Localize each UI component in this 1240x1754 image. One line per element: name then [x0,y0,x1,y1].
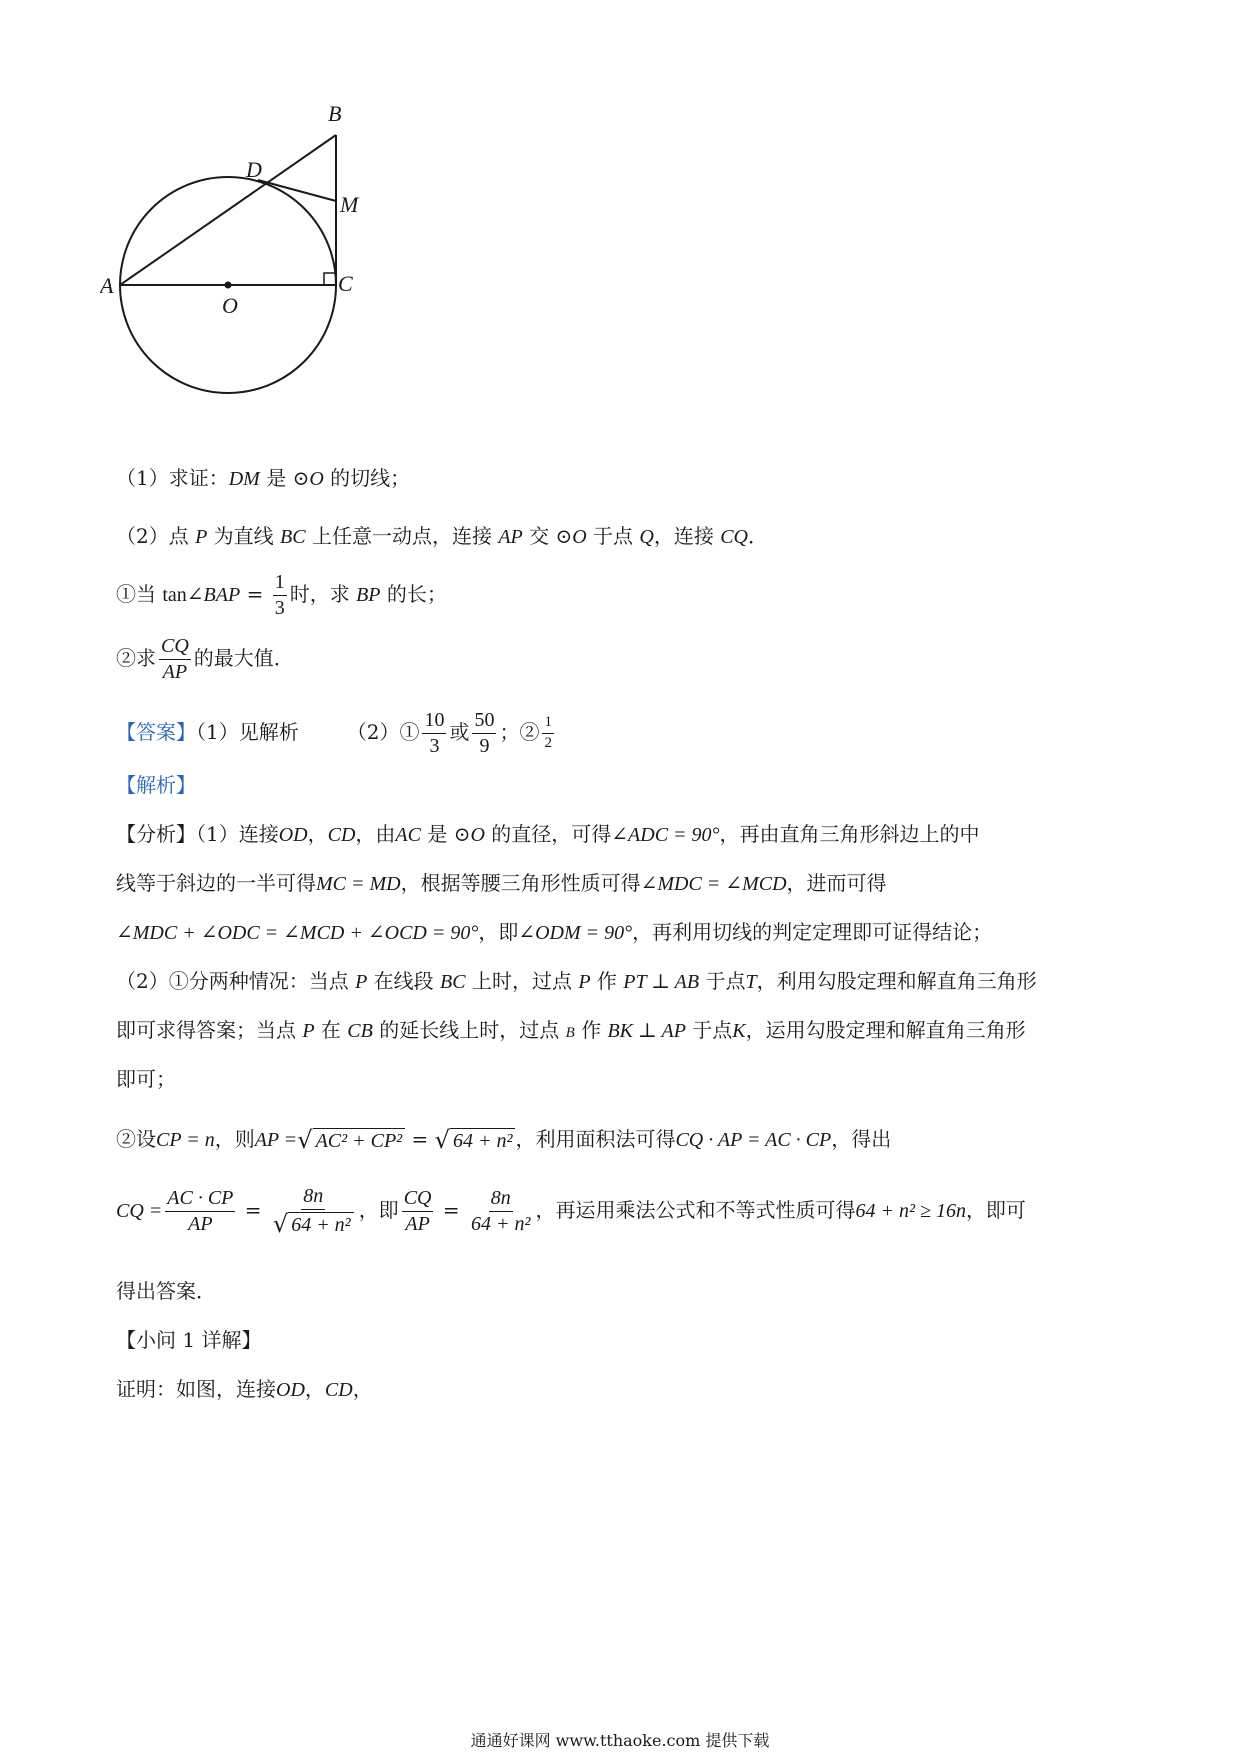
analysis-line-5 [116,1020,1026,1041]
label-a: A [100,273,114,298]
q1-dm: DM [228,468,260,490]
fraction-denominator: 2 [544,735,552,751]
analysis-text: ，得出 [831,1127,892,1151]
fraction-denominator: AP [162,661,188,683]
proof-cd: CD [324,1379,353,1401]
analysis-circle-symbol: ⊙ [453,822,471,846]
analysis-text: 【分析】（1）连接 [116,822,279,846]
analysis-fraction-3 [402,1188,434,1235]
answer-fraction-2 [472,710,496,757]
analysis-ap-eq: AP = [254,1129,298,1151]
analysis-p: P [355,971,368,993]
q2-q: Q [639,526,654,548]
analysis-cq-lhs: CQ = [116,1200,163,1222]
analysis-angle-odm: ∠ODM = 90° [518,922,633,944]
answer-or: 或 [449,720,470,744]
analysis-tag: 【解析】 [116,773,196,797]
sqrt-argument: 64 + n² [450,1128,516,1153]
q2-p: P [195,526,208,548]
analysis-line-7 [116,1128,891,1153]
analysis-p: P [302,1020,315,1042]
q1-text: 是 [259,466,293,490]
sqrt-2: √ 64 + n² [435,1128,516,1153]
analysis-text: ②设 [116,1127,156,1151]
q2-text: ． [748,524,769,548]
analysis-text: 线等于斜边的一半可得 [116,871,316,895]
q2-text: （2）点 [116,524,196,548]
q1-text: 的切线； [323,466,411,490]
analysis-bk-ap: BK ⊥ AP [607,1020,686,1042]
analysis-pt-ab: PT ⊥ AB [623,971,700,993]
q1-text: （1）求证： [116,466,229,490]
fraction-numerator: CQ [159,636,191,660]
analysis-angle-eq: ∠MDC = ∠MCD [640,873,787,895]
analysis-text: ，进而可得 [786,871,887,895]
fraction-denominator: 64 + n² [470,1213,531,1235]
analysis-k: K [732,1020,746,1042]
analysis-text: 作 [574,1018,608,1042]
analysis-text: 即可求得答案；当点 [116,1018,303,1042]
part1-detail-tag: 【小问 1 详解】 [116,1328,262,1352]
sqrt-argument: 64 + n² [288,1212,354,1237]
fraction-numerator: AC · CP [165,1188,235,1212]
right-angle-mark [324,273,336,285]
sub1-tan: tan [162,584,187,606]
analysis-text: 在 [314,1018,348,1042]
analysis-eq: = [405,1127,435,1151]
analysis-angle-sum: ∠MDC + ∠ODC = ∠MCD + ∠OCD = 90° [116,922,479,944]
analysis-text: 作 [590,969,624,993]
fraction-denominator: 3 [429,735,440,757]
fraction-numerator: 8n [301,1186,325,1210]
answer-fraction-3 [542,715,554,752]
analysis-o: O [470,824,485,846]
answer-part-1: （1）见解析 [196,720,299,744]
fraction-denominator: 3 [274,597,285,619]
analysis-text: ，则 [214,1127,255,1151]
sub1-bp: BP [356,584,381,606]
label-o: O [222,293,238,318]
question-part-2 [116,526,768,547]
analysis-mc-md: MC = MD [316,873,401,895]
proof-text: 证明：如图，连接 [116,1377,276,1401]
analysis-cd: CD [327,824,356,846]
analysis-fraction-4 [469,1188,533,1235]
label-d: D [246,157,262,182]
q1-circle-symbol: ⊙ [292,466,310,490]
answer-part-2: （2）① [346,720,420,744]
sub1-text: ①当 [116,582,163,606]
analysis-text: ， [307,822,328,846]
q2-ap: AP [498,526,523,548]
fraction-numerator: 1 [273,572,287,596]
fraction-numerator: 10 [422,710,446,734]
analysis-text: ，利用勾股定理和解直角三角形 [756,969,1037,993]
analysis-text: ，根据等腰三角形性质可得 [400,871,641,895]
answer-fraction-1 [422,710,446,757]
analysis-angle-adc: ∠ADC = 90° [611,824,720,846]
analysis-text: ，即 [478,920,519,944]
proof-od: OD [276,1379,305,1401]
analysis-text: ，即可 [965,1198,1026,1222]
proof-line [116,1379,373,1400]
analysis-bc: BC [440,971,466,993]
analysis-area-eq: CQ · AP = AC · CP [675,1129,832,1151]
analysis-line-1 [116,824,980,845]
fraction-numerator: 50 [472,710,496,734]
q2-cq: CQ [720,526,749,548]
analysis-cb: CB [347,1020,373,1042]
analysis-od: OD [278,824,308,846]
analysis-ac: AC [395,824,421,846]
analysis-text: 于点 [685,1018,733,1042]
fraction-denominator: AP [188,1213,213,1235]
q2-circle-symbol: ⊙ [555,524,573,548]
analysis-text: ，运用勾股定理和解直角三角形 [745,1018,1026,1042]
sub2-text: ②求 [116,646,156,670]
analysis-line-6: 即可； [116,1067,176,1091]
analysis-t: T [745,971,757,993]
analysis-text: 是 [420,822,454,846]
fraction-denominator: √ 64 + n² [271,1210,356,1237]
analysis-line-8: CQ = $\frac{AC \cdot CP}{AP}$ = 8n √ 64 + n² ，即 $\frac{CQ}{AP}$ = $\frac{8n}{\text{64 + n²}}$ ，再运用乘法公式和不等式性质可得64 + n² ≥ 16n，即可 [116,1185,1026,1238]
sqrt-argument: AC² + CP² [313,1128,406,1153]
sub2-fraction [159,636,191,683]
analysis-line-9: 得出答案． [116,1279,216,1303]
q2-text: ，连接 [653,524,721,548]
proof-text: ， [352,1377,373,1401]
center-point [225,282,232,289]
label-m: M [340,192,359,217]
question-part-1 [116,468,410,489]
fraction-numerator: CQ [402,1188,434,1212]
q2-text: 于点 [586,524,640,548]
q2-bc: BC [280,526,306,548]
sub2-text: 的最大值． [193,646,294,670]
sub1-fraction [273,572,287,619]
sub1-text: 的长； [380,582,447,606]
analysis-text: 的直径，可得 [484,822,612,846]
analysis-text: 上时，过点 [465,969,579,993]
analysis-fraction-2 [271,1186,356,1237]
analysis-text: ，再运用乘法公式和不等式性质可得 [535,1198,856,1222]
q1-o: O [309,468,324,490]
analysis-text: ，即 [358,1198,399,1222]
fraction-denominator: AP [405,1213,430,1235]
q2-o: O [572,526,587,548]
page-footer: 通通好课网 www.tthaoke.com 提供下载 [470,1731,770,1750]
answer-tag: 【答案】 [116,720,196,744]
q2-text: 交 [522,524,556,548]
sqrt-1: √ AC² + CP² [297,1128,405,1153]
analysis-inequality: 64 + n² ≥ 16n [855,1200,966,1222]
analysis-line-3 [116,922,992,943]
analysis-text: ，由 [355,822,396,846]
fraction-numerator: 8n [489,1188,513,1212]
geometry-figure [100,95,420,405]
proof-text: ， [304,1377,325,1401]
label-c: C [338,271,353,296]
sub-question-2 [116,636,294,683]
sub1-text: 时，求 [289,582,357,606]
segment-dm [258,180,336,201]
sub1-angle: ∠BAP [186,584,241,606]
analysis-text: 于点 [699,969,746,993]
fraction-numerator: 1 [542,715,554,734]
answer-line [116,710,557,757]
analysis-p: P [578,971,591,993]
segment-ab [120,135,336,285]
analysis-b: B [565,1025,575,1041]
analysis-text: 的延长线上时，过点 [372,1018,566,1042]
fraction-denominator: 9 [479,735,490,757]
q2-text: 为直线 [207,524,281,548]
analysis-text: ，利用面积法可得 [515,1127,676,1151]
sub-question-1 [116,572,447,619]
q2-text: 上任意一动点，连接 [305,524,499,548]
analysis-cp-n: CP = n [156,1129,215,1151]
answer-sep: ；② [499,720,540,744]
label-b: B [328,101,342,126]
analysis-text: 在线段 [367,969,441,993]
analysis-text: ，再由直角三角形斜边上的中 [719,822,980,846]
analysis-text: ，再利用切线的判定定理即可证得结论； [632,920,993,944]
analysis-text: （2）①分两种情况：当点 [116,969,356,993]
sub1-eq: = [240,582,270,606]
analysis-line-4 [116,971,1037,992]
analysis-line-2 [116,873,887,894]
analysis-fraction-1 [165,1188,235,1235]
